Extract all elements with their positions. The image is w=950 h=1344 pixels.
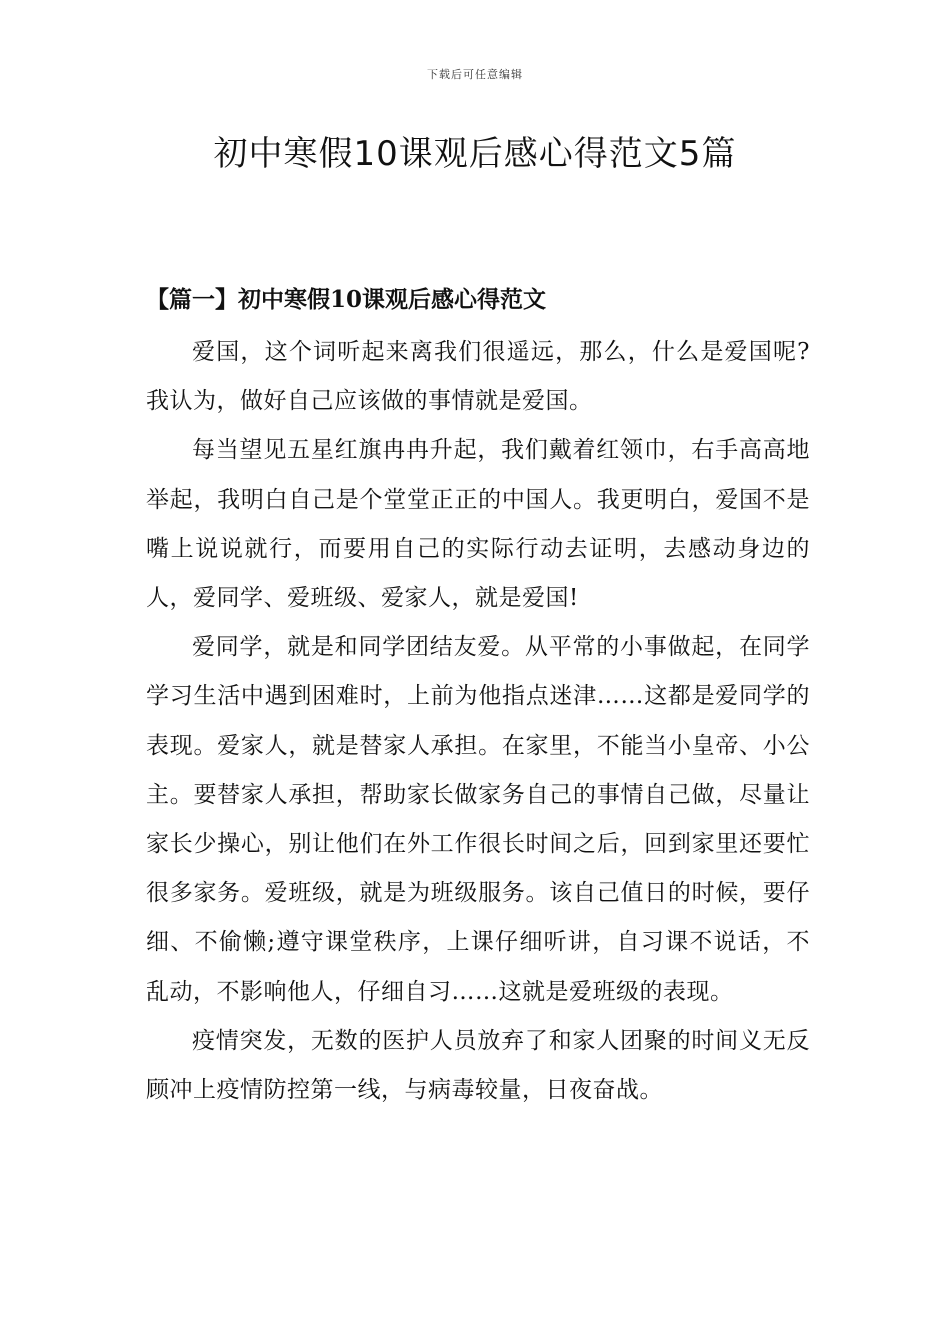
document-title: 初中寒假10课观后感心得范文5篇 <box>213 134 737 174</box>
paragraph-2: 每当望见五星红旗冉冉升起，我们戴着红领巾，右手高高地举起，我明白自己是个堂堂正正的中国人。我更明白，爱国不是嘴上说说就行，而要用自己的实际行动去证明，去感动身边的人，爱同学、爱班级、爱家人，就是爱国! <box>146 437 810 612</box>
article-body <box>146 328 810 1115</box>
header-note: 下载后可任意编辑 <box>427 68 523 81</box>
paragraph-3: 爱同学，就是和同学团结友爱。从平常的小事做起，在同学学习生活中遇到困难时，上前为他指点迷津……这都是爱同学的表现。爱家人，就是替家人承担。在家里，不能当小皇帝、小公主。要替家人承担，帮助家长做家务自己的事情自己做，尽量让家长少操心，别让他们在外工作很长时间之后，回到家里还要忙很多家务。爱班级，就是为班级服务。该自己值日的时候，要仔细、不偷懒;遵守课堂秩序，上课仔细听讲，自习课不说话，不乱动，不影响他人，仔细自习……这就是爱班级的表现。 <box>146 634 810 1005</box>
section-heading: 【篇一】初中寒假10课观后感心得范文 <box>146 286 547 313</box>
paragraph-1: 爱国，这个词听起来离我们很遥远，那么，什么是爱国呢?我认为，做好自己应该做的事情就是爱国。 <box>146 339 810 415</box>
paragraph-4: 疫情突发，无数的医护人员放弃了和家人团聚的时间义无反顾冲上疫情防控第一线，与病毒较量，日夜奋战。 <box>146 1027 810 1104</box>
